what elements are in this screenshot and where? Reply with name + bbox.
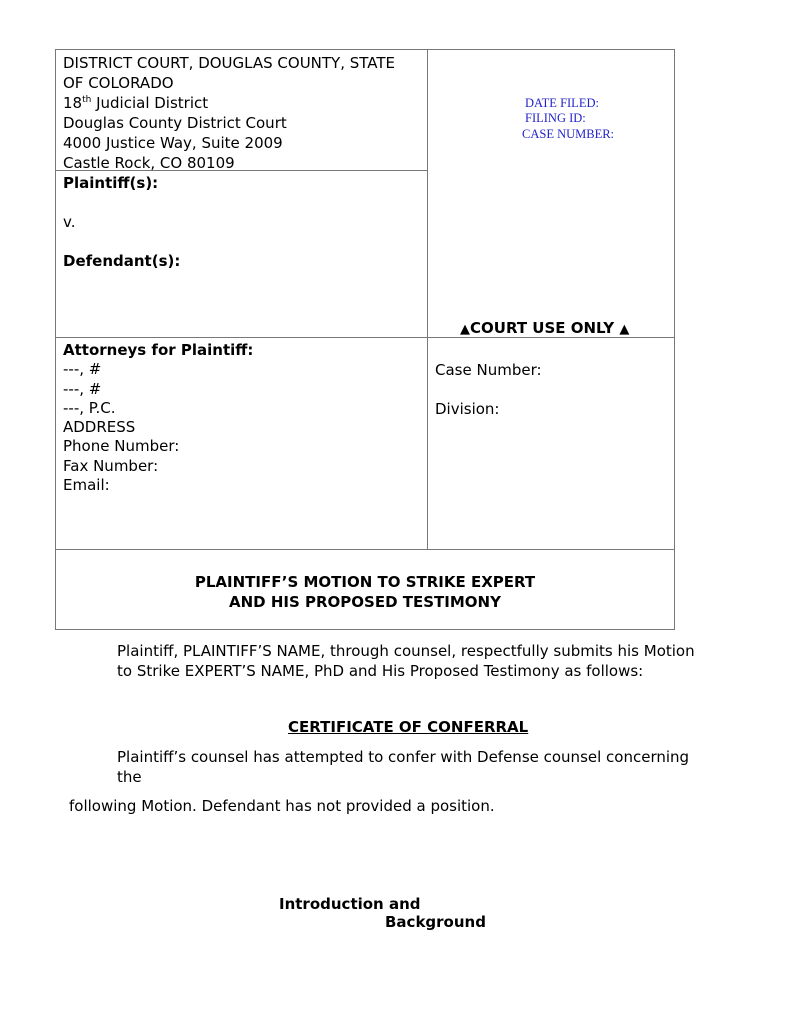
attorneys-label: Attorneys for Plaintiff: [63, 341, 254, 359]
intro-line-2: to Strike EXPERT’S NAME, PhD and His Proposed Testimony as follows: [117, 662, 644, 680]
judicial-district: 18th Judicial District [63, 94, 209, 112]
plaintiffs-label: Plaintiff(s): [63, 174, 159, 192]
court-address-line-1: 4000 Justice Way, Suite 2009 [63, 134, 283, 152]
stamp-filing-id: FILING ID: [525, 111, 586, 125]
conferral-paragraph [117, 747, 689, 787]
attorney-line: ADDRESS [63, 418, 136, 437]
section-heading-line-1: Introduction and [279, 895, 421, 913]
attorney-line: Email: [63, 476, 110, 495]
motion-title-line-2: AND HIS PROPOSED TESTIMONY [229, 593, 501, 611]
stamp-date-filed: DATE FILED: [525, 96, 599, 110]
court-name-line-2: OF COLORADO [63, 74, 174, 92]
court-name: Douglas County District Court [63, 114, 287, 132]
attorney-line: ---, # [63, 360, 102, 379]
court-use-only-text: COURT USE ONLY [470, 319, 615, 337]
triangle-up-icon: ▲ [460, 322, 470, 337]
court-use-only [460, 318, 629, 340]
intro-line-1: Plaintiff, PLAINTIFF’S NAME, through counsel, respectfully submits his Motion [117, 642, 695, 660]
conferral-heading: CERTIFICATE OF CONFERRAL [288, 718, 529, 736]
division-label: Division: [435, 400, 500, 418]
intro-paragraph [117, 641, 695, 681]
attorney-line: Phone Number: [63, 437, 180, 456]
case-number-label: Case Number: [435, 361, 542, 379]
triangle-up-icon: ▲ [619, 322, 630, 337]
motion-title-line-1: PLAINTIFF’S MOTION TO STRIKE EXPERT [194, 573, 536, 591]
defendants-label: Defendant(s): [63, 252, 181, 270]
motion-title [55, 572, 675, 612]
attorney-block [63, 341, 253, 495]
attorney-divider [55, 549, 675, 550]
court-info [63, 53, 395, 173]
conferral-line-1: Plaintiff’s counsel has attempted to confer with Defense counsel concerning [117, 748, 690, 766]
attorney-line: Fax Number: [63, 456, 159, 475]
versus: v. [63, 213, 76, 231]
court-name-line-1: DISTRICT COURT, DOUGLAS COUNTY, STATE [63, 54, 396, 72]
caption-column-divider [427, 49, 428, 550]
court-address-line-2: Castle Rock, CO 80109 [63, 154, 235, 172]
conferral-line-3: following Motion. Defendant has not provided a position. [69, 797, 495, 815]
section-heading-line-2: Background [385, 913, 486, 931]
attorney-line: ---, # [63, 379, 102, 398]
attorney-line: ---, P.C. [63, 398, 116, 417]
stamp-case-number: CASE NUMBER: [522, 127, 615, 141]
conferral-line-2: the [117, 768, 142, 786]
